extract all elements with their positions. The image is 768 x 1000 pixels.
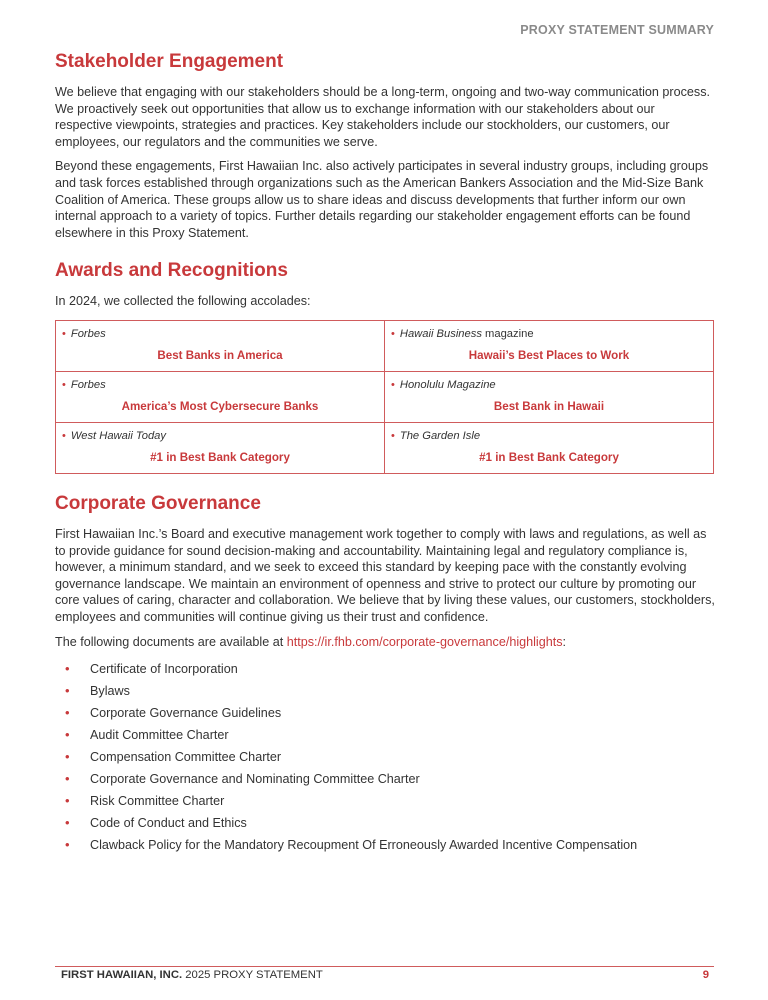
award-name: #1 in Best Bank Category — [150, 450, 290, 464]
list-item: • Audit Committee Charter — [65, 724, 715, 746]
award-source: • West Hawaii Today — [62, 429, 166, 442]
stakeholder-paragraph-1: We believe that engaging with our stakeholders should be a long-term, ongoing and two-way communication process. We proactively seek out opportunities that allow us to exchange information with our stakeholders about our respective viewpoints, strategies and practices. Key stakeholders include our stockholders, our customers, our employees, our regulators and the communities we serve. — [55, 85, 711, 149]
awards-intro: In 2024, we collected the following accolades: — [55, 294, 311, 309]
bullet-icon: • — [65, 815, 70, 831]
list-item: • Corporate Governance Guidelines — [65, 702, 715, 724]
page-footer — [61, 969, 709, 981]
bullet-icon: • — [62, 429, 66, 442]
award-cell — [385, 320, 714, 371]
governance-highlights-link[interactable]: https://ir.fhb.com/corporate-governance/highlights — [286, 634, 563, 649]
bullet-icon: • — [62, 327, 66, 340]
bullet-icon: • — [65, 705, 70, 721]
bullet-icon: • — [65, 749, 70, 765]
award-source: • Honolulu Magazine — [391, 378, 496, 391]
bullet-icon: • — [65, 771, 70, 787]
award-name: Hawaii’s Best Places to Work — [468, 348, 630, 362]
list-item: • Bylaws — [65, 680, 715, 702]
bullet-icon: • — [65, 793, 70, 809]
footer-document: 2025 PROXY STATEMENT — [182, 969, 323, 981]
award-name: America’s Most Cybersecure Banks — [121, 399, 319, 413]
awards-row — [56, 320, 714, 371]
award-source: • Hawaii Business magazine — [391, 327, 534, 340]
stakeholder-title: Stakeholder Engagement — [55, 51, 284, 72]
award-name: Best Bank in Hawaii — [493, 399, 605, 413]
list-item: • Clawback Policy for the Mandatory Recoupment Of Erroneously Awarded Incentive Compensation — [65, 834, 715, 856]
page-number: 9 — [702, 969, 709, 981]
award-name: Best Banks in America — [157, 348, 283, 362]
award-source: • Forbes — [62, 327, 106, 340]
list-item: • Corporate Governance and Nominating Committee Charter — [65, 768, 715, 790]
footer-company: FIRST HAWAIIAN, INC. — [61, 969, 183, 981]
awards-row — [56, 371, 714, 422]
list-item: • Code of Conduct and Ethics — [65, 812, 715, 834]
governance-title: Corporate Governance — [55, 492, 261, 514]
running-header: PROXY STATEMENT SUMMARY — [520, 23, 714, 37]
bullet-icon: • — [65, 683, 70, 699]
award-source: • Forbes — [62, 378, 106, 391]
award-cell — [56, 371, 385, 422]
bullet-icon: • — [391, 327, 395, 340]
awards-table — [55, 320, 714, 474]
awards-section — [55, 259, 715, 474]
bullet-icon: • — [62, 378, 66, 391]
award-cell — [385, 371, 714, 422]
documents-intro: The following documents are available at https://ir.fhb.com/corporate-governance/highlights: — [55, 634, 567, 649]
award-name: #1 in Best Bank Category — [479, 450, 619, 464]
list-item: • Risk Committee Charter — [65, 790, 715, 812]
documents-list — [55, 658, 715, 856]
list-item: • Certificate of Incorporation — [65, 658, 715, 680]
list-item: • Compensation Committee Charter — [65, 746, 715, 768]
page-content — [55, 50, 715, 856]
awards-title: Awards and Recognitions — [55, 260, 288, 282]
bullet-icon: • — [65, 727, 70, 743]
footer-divider — [55, 966, 714, 967]
governance-section — [55, 492, 715, 856]
award-cell — [56, 320, 385, 371]
bullet-icon: • — [65, 837, 70, 853]
award-cell — [385, 422, 714, 473]
stakeholder-section — [55, 50, 715, 241]
bullet-icon: • — [65, 661, 70, 677]
stakeholder-paragraph-2: Beyond these engagements, First Hawaiian Inc. also actively participates in several industry groups, including groups and task forces established through organizations such as the American Bankers Association and the Mid-Size Bank Coalition of America. These groups allow us to share ideas and discuss developments that further inform our own internal approach to a variety of topics. Further details regarding our stakeholder engagement efforts can be found elsewhere in this Proxy Statement. — [55, 159, 709, 240]
award-source: • The Garden Isle — [391, 429, 481, 442]
bullet-icon: • — [391, 378, 395, 391]
governance-paragraph: First Hawaiian Inc.’s Board and executive management work together to comply with laws and regulations, as well as to provide guidance for sound decision-making and accountability. Maintaining legal and regulatory compliance is, however, a minimum standard, and we seek to exceed this standard by keeping pace with the constantly evolving governance landscape. We maintain an environment of openness and strive to protect our culture by promoting our core values of caring, character and collaboration. We believe that by living these values, our customers, stockholders, employees and communities will continue giving us their trust and confidence. — [55, 526, 715, 624]
award-cell — [56, 422, 385, 473]
awards-row — [56, 422, 714, 473]
bullet-icon: • — [391, 429, 395, 442]
